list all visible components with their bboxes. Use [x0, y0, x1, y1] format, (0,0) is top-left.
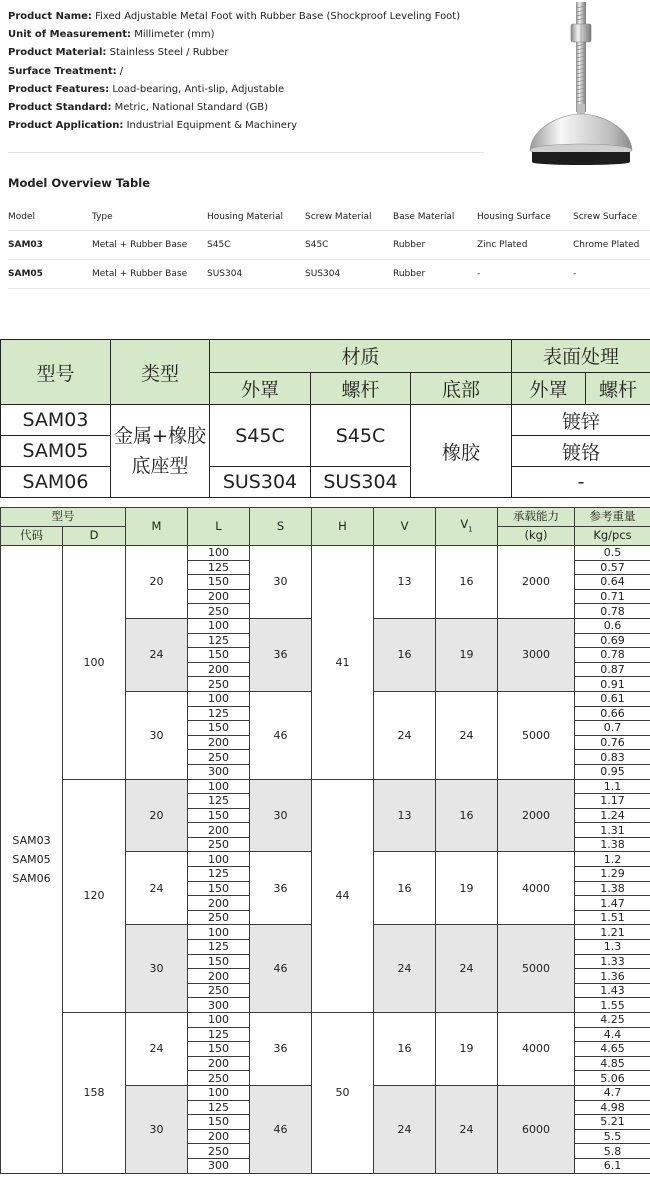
v-cell: 24 — [374, 1085, 436, 1173]
weight-cell: 0.76 — [575, 735, 650, 750]
model-cell: SAM06 — [1, 467, 111, 498]
weight-cell: 1.21 — [575, 925, 650, 940]
header-v1 — [436, 508, 498, 546]
l-cell: 125 — [188, 633, 250, 648]
m-cell: 24 — [126, 1013, 188, 1086]
l-cell: 100 — [188, 852, 250, 867]
info-row — [8, 117, 488, 135]
v1-cell: 19 — [436, 618, 498, 691]
weight-cell: 1.55 — [575, 998, 650, 1013]
weight-cell: 1.17 — [575, 794, 650, 809]
info-value: Millimeter (mm) — [134, 29, 215, 41]
s-cell: 46 — [250, 691, 312, 779]
info-label: Product Material: — [8, 47, 107, 59]
info-row — [8, 44, 488, 62]
l-cell: 300 — [188, 764, 250, 779]
header-d: D — [63, 527, 126, 546]
h-cell: 50 — [312, 1013, 374, 1174]
capacity-cell: 5000 — [498, 691, 575, 779]
weight-cell: 4.98 — [575, 1100, 650, 1115]
header-model: 型号 — [1, 340, 111, 405]
weight-cell: 4.4 — [575, 1027, 650, 1042]
weight-cell: 5.5 — [575, 1129, 650, 1144]
spec-row — [1, 1013, 650, 1028]
capacity-cell: 2000 — [498, 546, 575, 619]
m-cell: 24 — [126, 618, 188, 691]
v1-cell: 19 — [436, 1013, 498, 1086]
weight-cell: 1.38 — [575, 881, 650, 896]
v1-cell: 19 — [436, 852, 498, 925]
s-cell: 30 — [250, 779, 312, 852]
v1-cell: 16 — [436, 779, 498, 852]
header-v: V — [374, 508, 436, 546]
weight-cell: 0.61 — [575, 691, 650, 706]
header-s: S — [250, 508, 312, 546]
v-cell: 13 — [374, 546, 436, 619]
info-value: Load-bearing, Anti-slip, Adjustable — [112, 83, 285, 95]
l-cell: 125 — [188, 706, 250, 721]
weight-cell: 4.65 — [575, 1042, 650, 1057]
capacity-cell: 2000 — [498, 779, 575, 852]
l-cell: 250 — [188, 1071, 250, 1086]
l-cell: 250 — [188, 1144, 250, 1159]
l-cell: 125 — [188, 1100, 250, 1115]
header-surface: 表面处理 — [512, 340, 650, 373]
info-label: Product Standard: — [8, 101, 112, 113]
weight-cell: 1.29 — [575, 867, 650, 882]
l-cell: 200 — [188, 662, 250, 677]
l-cell: 125 — [188, 794, 250, 809]
info-row — [8, 63, 488, 81]
info-value: Fixed Adjustable Metal Foot with Rubber Base (Shockproof Leveling Foot) — [95, 11, 461, 22]
l-cell: 250 — [188, 750, 250, 765]
overview-header-cell: Base Material — [393, 204, 477, 231]
header-capacity-unit: (kg) — [498, 527, 575, 546]
weight-cell: 6.1 — [575, 1158, 650, 1173]
overview-cell: Metal + Rubber Base — [92, 260, 207, 289]
m-cell: 30 — [126, 691, 188, 779]
weight-cell: 5.21 — [575, 1115, 650, 1130]
v-cell: 16 — [374, 852, 436, 925]
l-cell: 250 — [188, 604, 250, 619]
m-cell: 30 — [126, 1085, 188, 1173]
surface-cell: 镀锌 — [512, 405, 650, 436]
info-value: Stainless Steel / Rubber — [109, 47, 229, 59]
header-weight-unit: Kg/pcs — [575, 527, 650, 546]
s-cell: 36 — [250, 852, 312, 925]
overview-cell: SUS304 — [207, 260, 305, 289]
l-cell: 100 — [188, 546, 250, 561]
weight-cell: 0.6 — [575, 618, 650, 633]
screw-cell: S45C — [311, 405, 411, 467]
weight-cell: 0.78 — [575, 604, 650, 619]
overview-cell: - — [573, 260, 650, 289]
s-cell: 36 — [250, 618, 312, 691]
weight-cell: 0.91 — [575, 677, 650, 692]
header-code: 代码 — [1, 527, 63, 546]
header-v1-subscript: 1 — [468, 525, 473, 534]
info-value: Industrial Equipment & Machinery — [126, 120, 297, 132]
weight-cell: 0.7 — [575, 721, 650, 736]
weight-cell: 1.51 — [575, 910, 650, 925]
header-screw: 螺杆 — [311, 372, 411, 405]
capacity-cell: 4000 — [498, 852, 575, 925]
overview-cell: - — [477, 260, 573, 289]
weight-cell: 0.64 — [575, 575, 650, 590]
l-cell: 100 — [188, 691, 250, 706]
product-image — [520, 0, 642, 172]
v1-cell: 24 — [436, 1085, 498, 1173]
overview-cell: S45C — [305, 231, 393, 260]
info-label: Product Name: — [8, 11, 92, 22]
weight-cell: 1.2 — [575, 852, 650, 867]
l-cell: 125 — [188, 867, 250, 882]
l-cell: 150 — [188, 648, 250, 663]
weight-cell: 1.38 — [575, 837, 650, 852]
l-cell: 150 — [188, 721, 250, 736]
model-cell: SAM03 — [1, 405, 111, 436]
l-cell: 250 — [188, 677, 250, 692]
housing-cell: SUS304 — [210, 467, 311, 498]
l-cell: 150 — [188, 1042, 250, 1057]
l-cell: 125 — [188, 1027, 250, 1042]
m-cell: 20 — [126, 546, 188, 619]
overview-cell: Chrome Plated — [573, 231, 650, 260]
info-row — [8, 26, 488, 44]
header-surface-screw: 螺杆 — [586, 372, 650, 405]
overview-header-cell: Model — [8, 204, 92, 231]
info-row — [8, 99, 488, 117]
surface-cell: - — [512, 467, 650, 498]
header-m: M — [126, 508, 188, 546]
l-cell: 125 — [188, 560, 250, 575]
material-table — [0, 339, 650, 498]
l-cell: 150 — [188, 954, 250, 969]
header-capacity: 承载能力 — [498, 508, 575, 527]
weight-cell: 1.1 — [575, 779, 650, 794]
housing-cell: S45C — [210, 405, 311, 467]
header-material: 材质 — [210, 340, 512, 373]
v-cell: 13 — [374, 779, 436, 852]
l-cell: 100 — [188, 1085, 250, 1100]
overview-cell: SUS304 — [305, 260, 393, 289]
base-cell: 橡胶 — [411, 405, 512, 498]
l-cell: 300 — [188, 1158, 250, 1173]
l-cell: 200 — [188, 1056, 250, 1071]
info-label: Product Application: — [8, 120, 124, 132]
weight-cell: 5.8 — [575, 1144, 650, 1159]
l-cell: 200 — [188, 1129, 250, 1144]
overview-cell: SAM03 — [8, 231, 92, 260]
l-cell: 200 — [188, 589, 250, 604]
l-cell: 200 — [188, 823, 250, 838]
overview-header-cell: Screw Material — [305, 204, 393, 231]
header-l: L — [188, 508, 250, 546]
info-row — [8, 81, 488, 99]
weight-cell: 1.36 — [575, 969, 650, 984]
v-cell: 24 — [374, 691, 436, 779]
weight-cell: 4.85 — [575, 1056, 650, 1071]
h-cell: 41 — [312, 546, 374, 780]
overview-cell: Metal + Rubber Base — [92, 231, 207, 260]
weight-cell: 0.5 — [575, 546, 650, 561]
weight-cell: 1.43 — [575, 983, 650, 998]
l-cell: 100 — [188, 618, 250, 633]
l-cell: 250 — [188, 983, 250, 998]
capacity-cell: 4000 — [498, 1013, 575, 1086]
header-h: H — [312, 508, 374, 546]
info-row — [8, 8, 488, 26]
v1-cell: 16 — [436, 546, 498, 619]
divider — [8, 152, 484, 153]
header-base: 底部 — [411, 372, 512, 405]
info-label: Product Features: — [8, 83, 110, 95]
h-cell: 44 — [312, 779, 374, 1013]
l-cell: 300 — [188, 998, 250, 1013]
overview-cell: Rubber — [393, 231, 477, 260]
screw-cell: SUS304 — [311, 467, 411, 498]
weight-cell: 0.83 — [575, 750, 650, 765]
weight-cell: 5.06 — [575, 1071, 650, 1086]
l-cell: 100 — [188, 925, 250, 940]
overview-cell: Zinc Plated — [477, 231, 573, 260]
l-cell: 200 — [188, 735, 250, 750]
surface-cell: 镀铬 — [512, 436, 650, 467]
weight-cell: 4.25 — [575, 1013, 650, 1028]
header-surface-housing: 外罩 — [512, 372, 586, 405]
s-cell: 46 — [250, 1085, 312, 1173]
overview-row — [8, 260, 650, 289]
weight-cell: 1.3 — [575, 940, 650, 955]
overview-cell: S45C — [207, 231, 305, 260]
overview-cell: SAM05 — [8, 260, 92, 289]
overview-row — [8, 231, 650, 260]
s-cell: 46 — [250, 925, 312, 1013]
info-value: / — [119, 65, 124, 77]
weight-cell: 0.57 — [575, 560, 650, 575]
l-cell: 150 — [188, 575, 250, 590]
d-cell: 120 — [63, 779, 126, 1013]
m-cell: 30 — [126, 925, 188, 1013]
spec-table — [0, 507, 650, 1174]
v1-cell: 24 — [436, 691, 498, 779]
overview-cell: Rubber — [393, 260, 477, 289]
header-weight: 参考重量 — [575, 508, 650, 527]
l-cell: 100 — [188, 779, 250, 794]
capacity-cell: 3000 — [498, 618, 575, 691]
overview-table — [8, 204, 650, 289]
weight-cell: 1.31 — [575, 823, 650, 838]
overview-header-cell: Housing Material — [207, 204, 305, 231]
l-cell: 125 — [188, 940, 250, 955]
l-cell: 250 — [188, 910, 250, 925]
spec-row — [1, 546, 650, 561]
overview-header-cell: Type — [92, 204, 207, 231]
header-model: 型号 — [1, 508, 126, 527]
weight-cell: 0.78 — [575, 648, 650, 663]
model-cell: SAM05 — [1, 436, 111, 467]
v-cell: 16 — [374, 1013, 436, 1086]
weight-cell: 0.71 — [575, 589, 650, 604]
overview-header-row — [8, 204, 650, 231]
s-cell: 36 — [250, 1013, 312, 1086]
weight-cell: 1.33 — [575, 954, 650, 969]
v-cell: 16 — [374, 618, 436, 691]
overview-header-cell: Housing Surface — [477, 204, 573, 231]
weight-cell: 1.47 — [575, 896, 650, 911]
info-value: Metric, National Standard (GB) — [114, 101, 269, 113]
weight-cell: 0.95 — [575, 764, 650, 779]
v-cell: 24 — [374, 925, 436, 1013]
l-cell: 250 — [188, 837, 250, 852]
l-cell: 100 — [188, 1013, 250, 1028]
m-cell: 24 — [126, 852, 188, 925]
type-cell: 金属+橡胶底座型 — [111, 405, 210, 498]
v1-cell: 24 — [436, 925, 498, 1013]
header-type: 类型 — [111, 340, 210, 405]
spec-row — [1, 779, 650, 794]
m-cell: 20 — [126, 779, 188, 852]
l-cell: 150 — [188, 1115, 250, 1130]
l-cell: 200 — [188, 969, 250, 984]
capacity-cell: 6000 — [498, 1085, 575, 1173]
weight-cell: 0.66 — [575, 706, 650, 721]
overview-header-cell: Screw Surface — [573, 204, 650, 231]
weight-cell: 4.7 — [575, 1085, 650, 1100]
header-housing: 外罩 — [210, 372, 311, 405]
capacity-cell: 5000 — [498, 925, 575, 1013]
d-cell: 100 — [63, 546, 126, 780]
model-code-cell: SAM03 SAM05 SAM06 — [1, 546, 63, 1174]
d-cell: 158 — [63, 1013, 126, 1174]
weight-cell: 0.87 — [575, 662, 650, 677]
weight-cell: 0.69 — [575, 633, 650, 648]
l-cell: 150 — [188, 881, 250, 896]
info-label: Unit of Measurement: — [8, 29, 131, 41]
overview-title: Model Overview Table — [8, 176, 151, 190]
weight-cell: 1.24 — [575, 808, 650, 823]
l-cell: 200 — [188, 896, 250, 911]
l-cell: 150 — [188, 808, 250, 823]
product-info — [8, 8, 488, 135]
s-cell: 30 — [250, 546, 312, 619]
info-label: Surface Treatment: — [8, 65, 117, 77]
header-v1-letter: V — [460, 517, 469, 532]
